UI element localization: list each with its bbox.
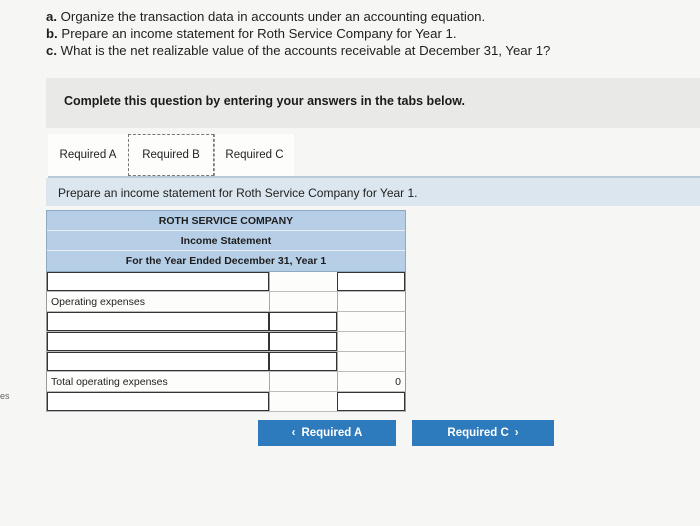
prompt-text: Prepare an income statement for Roth Service Company for Year 1. [58, 186, 418, 200]
amount-cell [269, 292, 337, 311]
table-row [46, 372, 406, 392]
statement-title: Income Statement [47, 231, 405, 251]
net-income-amount-input[interactable] [337, 392, 405, 411]
amount-cell [337, 292, 405, 311]
chevron-left-icon: ‹ [291, 427, 296, 439]
statement-period: For the Year Ended December 31, Year 1 [125, 255, 327, 267]
amount-cell [337, 352, 405, 371]
operating-expenses-label: Operating expenses [51, 296, 145, 308]
amount-cell [269, 392, 337, 411]
total-operating-expenses-value: 0 [337, 372, 405, 391]
total-operating-expenses-label: Total operating expenses [51, 376, 168, 388]
prompt-band [46, 178, 700, 206]
next-button-label: Required C [447, 427, 509, 439]
amount-input[interactable] [337, 272, 405, 291]
prev-button-label: Required A [301, 427, 363, 439]
amount-cell [269, 272, 337, 291]
expense-amount-input[interactable] [269, 332, 337, 351]
amount-cell [269, 372, 337, 391]
statement-header [46, 210, 406, 272]
expense-account-input[interactable] [47, 312, 269, 331]
edge-text: es [0, 391, 10, 401]
table-row [46, 312, 406, 332]
instruction-band [46, 78, 700, 128]
next-required-c-button[interactable] [412, 420, 554, 446]
tab-required-a[interactable]: Required A [48, 134, 128, 176]
tab-required-b[interactable]: Required B [128, 134, 214, 176]
question-c: c. What is the net realizable value of the accounts receivable at December 31, Year 1? [46, 43, 551, 58]
instruction-text: Complete this question by entering your answers in the tabs below. [64, 94, 465, 108]
expense-amount-input[interactable] [269, 312, 337, 331]
tab-bar [48, 134, 294, 176]
question-a: a. Organize the transaction data in accounts under an accounting equation. [46, 9, 486, 24]
amount-cell [337, 332, 405, 351]
previous-required-a-button[interactable] [258, 420, 396, 446]
chevron-right-icon: › [514, 427, 519, 439]
table-row [46, 392, 406, 412]
company-name: ROTH SERVICE COMPANY [47, 211, 405, 231]
expense-amount-input[interactable] [269, 352, 337, 371]
income-statement [46, 210, 406, 412]
account-input[interactable] [47, 272, 269, 291]
table-row [46, 332, 406, 352]
expense-account-input[interactable] [47, 332, 269, 351]
net-income-label-input[interactable] [47, 392, 269, 411]
question-list [46, 8, 550, 59]
expense-account-input[interactable] [47, 352, 269, 371]
table-row [46, 352, 406, 372]
amount-cell [337, 312, 405, 331]
tab-required-c[interactable]: Required C [214, 134, 294, 176]
table-row [46, 292, 406, 312]
table-row [46, 272, 406, 292]
question-b: b. Prepare an income statement for Roth Service Company for Year 1. [46, 26, 457, 41]
